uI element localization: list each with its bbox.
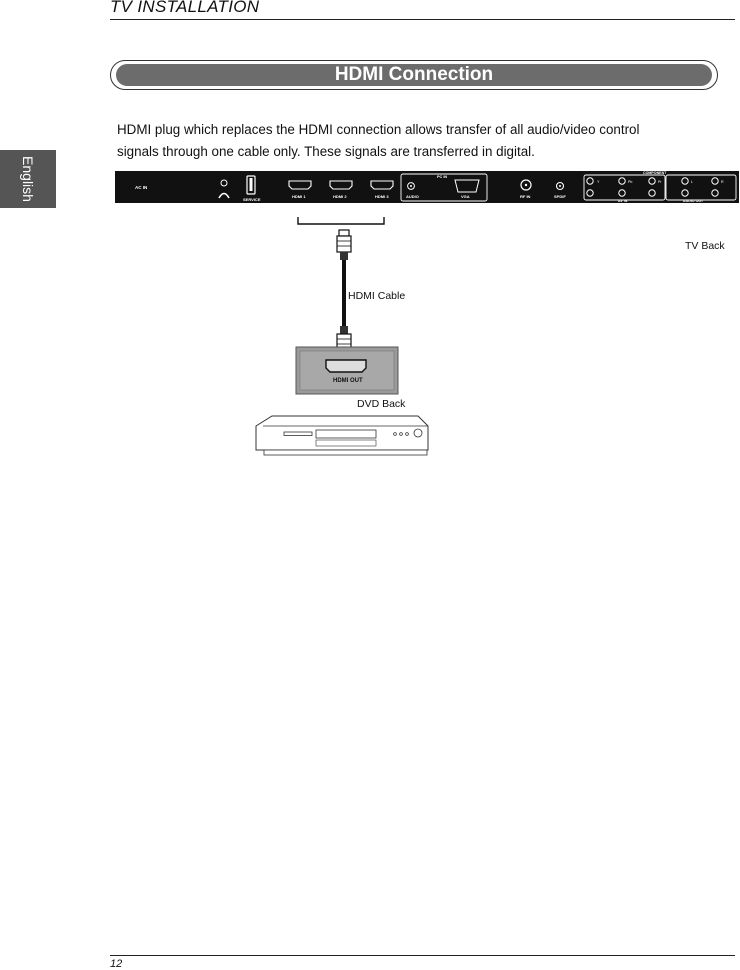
vga-label: VGA — [461, 194, 470, 199]
component-pr-label: Pr — [658, 180, 662, 184]
section-header: TV INSTALLATION — [110, 0, 260, 16]
pc-audio-label: AUDIO — [406, 194, 419, 199]
dvd-player-icon — [256, 416, 428, 455]
intro-line-1: HDMI plug which replaces the HDMI connection allows transfer of all audio/video control — [117, 122, 640, 137]
audio-r-label: R — [721, 180, 724, 184]
ac-in-label: AC IN — [135, 185, 148, 190]
component-pb-label: Pb — [628, 180, 633, 184]
audio-out-label: AUDIO OUT — [683, 199, 704, 203]
rf-in-label: RF IN — [520, 194, 531, 199]
av-in-label: AV IN — [618, 199, 628, 203]
dvd-back-plate — [296, 347, 398, 394]
hdmi-port-bracket — [298, 217, 384, 224]
dvd-port-label: HDMI OUT — [333, 378, 363, 384]
intro-line-2: signals through one cable only. These signals are transferred in digital. — [117, 144, 535, 159]
dvd-hdmi-out-port — [326, 360, 366, 372]
component-label: COMPONENT — [643, 171, 667, 175]
page-number: 12 — [110, 958, 123, 970]
pc-in-label: PC IN — [437, 175, 448, 179]
section-title: HDMI Connection — [334, 64, 494, 85]
hdmi-3-label: HDMI 3 — [375, 194, 389, 199]
audio-l-label: L — [691, 180, 693, 184]
tv-back-panel — [115, 171, 739, 203]
hdmi-1-label: HDMI 1 — [292, 194, 306, 199]
component-y-label: Y — [597, 180, 600, 184]
tv-back-label: TV Back — [685, 240, 725, 252]
dvd-back-label: DVD Back — [357, 398, 406, 410]
hdmi-2-label: HDMI 2 — [333, 194, 347, 199]
service-label: SERVICE — [243, 197, 261, 202]
hdmi-cable-label: HDMI Cable — [348, 290, 406, 302]
footer-rule — [110, 955, 735, 956]
language-tab-label: English — [19, 156, 36, 202]
spdif-label: SPDIF — [554, 194, 566, 199]
